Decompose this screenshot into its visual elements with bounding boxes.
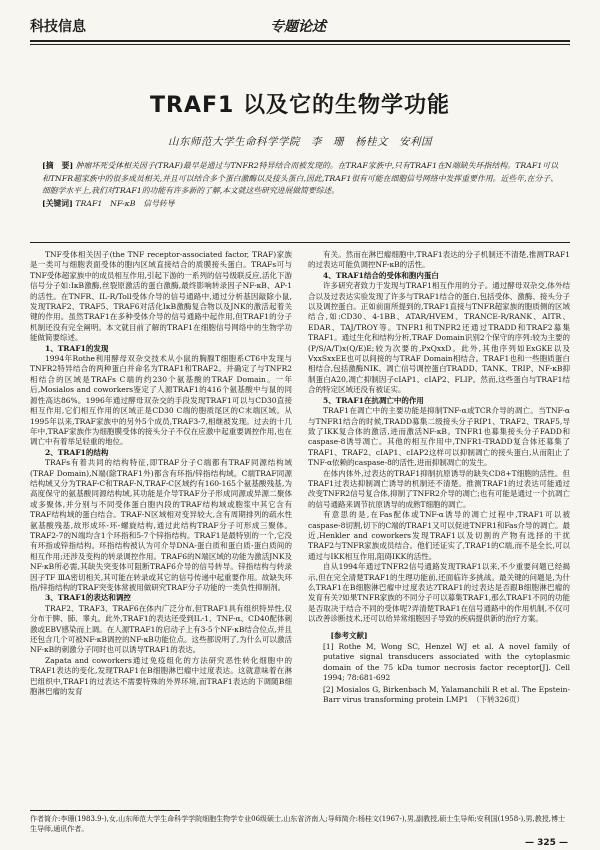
section-heading: 2、TRAF1的结构 [45,447,109,457]
body-paragraph: 有关。然而在淋巴瘤细胞中,TRAF1表达的分子机制还不清楚,推测TRAF1的过表达可能负调控NF-κB的活性。 [308,250,570,270]
header-rule-thin [30,44,570,45]
left-column [30,250,292,810]
body-paragraph: 在体内体外,过表达的TRAF1抑制抗原诱导的缺失CD8+T细胞的活性。但TRAF1过表达抑制凋亡诱导的机制还不清楚。推测TRAF1的过表达可能通过改变TNFR2信号复合体,抑制了TNFR2介导的凋亡;也有可能是通过一个抗凋亡的信号通路来调节抗原诱导的成熟T细胞的凋亡。 [308,468,570,509]
author-line: 山东师范大学生命科学学院 李 珊 杨桂文 安利国 [168,136,432,148]
author-footnote: 作者简介:李珊(1983.9-),女,山东师范大学生命科学学院细胞生物学专业06级硕士,山东省济南人;导师简介:杨桂文(1967-),男,副教授,硕士生导师;安利国(1958-),男,教授,博士生导师,通讯作者。 [30,815,565,833]
body-paragraph: 1994年Rothe利用酵母双杂交技术从小鼠的胸腺T细胞系CT6中发现与TNFR2特异结合的两种蛋白并命名为TRAF1和TRAF2。并确定了与TNFR2相结合的区域是TRAFs C端的约230个氨基酸的TRAF Domain。一年后,Mosialos and coworkers鉴定了人源TRAF1的416个氨基酸中与鼠的同源性高达86%。1996年通过酵母双杂交的手段发现TRAF1可以与CD30直接相互作用,它们相互作用的区域正是CD30 C端的胞质尾区的C末端区域。从1995年以来,TRAF家族中的另外5个成员,TRAF3-7,相继被发现。过去的十几年中,TRAF家族作为细胞膜受体的接头分子不仅在应激中起重要调控作用,也在调亡中有着举足轻重的地位。 [30,354,292,447]
body-paragraph: TNF受体相关因子(the TNF receptor-associated factor, TRAF)家族是一类可与细胞表面受体的胞内区域直接结合的质膜接头蛋白。TRAFs可与TNF受体超家族中的成员相互作用,引起下游的一系列的信号级联反应,活化下游信号分子如:IκB激酶,丝裂原激活的蛋白激酶,最终影响转录因子NF-κB、AP-1的活性。在TNFR、IL-R/Toll受体介导的信号通路中,通过分析基因敲除小鼠,发现TRAF2、TRAF5、TRAF6对活化IκB激酶复合物以及JNK的激活起着关键的作用。虽然TRAF1在多种受体介导的信号通路中起作用,但TRAF1的分子机制还没有完全阐明。本文就目前了解的TRAF1在细胞信号网络中的生物学功能做简要综述。 [30,250,292,343]
running-header [30,10,570,40]
column-name: 专题论述 [270,19,326,35]
abstract-rule [30,242,570,243]
references-title: [参考文献] [330,630,368,640]
footnote-rule [30,810,180,811]
keywords-label: [关键词] [42,198,73,208]
journal-name: 科技信息 [30,19,86,35]
reference-item: [1] Rothe M, Wong SC, Henzel WJ et al. A novel family of putative signal transducers associated with the cytoplasmic domain of the 75 kDa tumor necrosis factor receptor[J]. Cell 1994; 78:681-692 [323,642,570,683]
keywords-text: TRAF1 NF-κB 信号转导 [75,198,175,208]
body-paragraph: 自从1994年通过TNFR2信号通路发现TRAF1以来,不少重要问题已经揭示,但在完全清楚TRAF1的生理功能前,还面临许多挑战。最关键的问题是,为什么TRAF1在B细胞淋巴瘤中过度表达?TRAF1的过表达是否跟B细胞淋巴瘤的发育有关?如果TNFR家族的不同分子可以募集TRAF1,那么TRAF1不同的功能是否取决于结合不同的受体呢?弄清楚TRAF1在信号通路中的作用机制,不仅可以改善诊断技术,还可以给异常细胞因子导致的疾病提供新的治疗方案。 [308,562,570,624]
right-column [308,250,570,810]
section-heading: 1、TRAF1的发现 [45,343,109,353]
article-title: TRAF1 以及它的生物学功能 [150,93,450,118]
abstract-label: [摘 要] [42,161,74,170]
page-number: — 325 — [524,838,568,848]
header-rule-thick [30,40,570,42]
abstract-text: 肿瘤坏死受体相关因子(TRAF)最早是通过与TNFR2特异结合而被发现的。在TRAF家族中,只有TRAF1在N端缺失环指结构。TRAF1可以和TNFR超家族中的很多成员相关,并且可以结合多个蛋白激酶以及接头蛋白,因此,TRAF1很有可能在细胞信号网络中发挥重要作用。近些年,在分子、细胞学水平上,我们对TRAF1的功能有许多新的了解,本文就这些研究进展做简要综述。 [42,161,558,195]
body-paragraph: TRAF2、TRAF3、TRAF6在体内广泛分布,但TRAF1具有组织特异性,仅分布于脾、肺、睾丸。此外,TRAF1的表达还受到IL-1、TNF-α、CD40配体刺激或EBV感染而上调。在人源TRAF1的启动子上有3-5个NF-κB结合位点,并且还包含几个可被NF-κB调控的NF-κB功能位点。这些都说明了,为什么可以激活NF-κB的刺激分子同时也可以诱导TRAF1的表达。 [30,603,292,655]
body-paragraph: 许多研究者致力于发现与TRAF1相互作用的分子。通过酵母双杂交,体外结合以及过表达实验发现了许多与TRAF1结合的蛋白,包括受体、激酶、接头分子以及调控蛋白。正如前面所提到的,TRAF1直接与TNFR超家族的胞质侧的区域结合,如:CD30、4-1BB、ATAR/HVEM、TRANCE-R/RANK、AITR、EDAR、TAJ/TROY等。TNFR1和TNFR2还通过TRADD和TRAF2募集TRAF1。通过生化和结构分析,TRAF Domain识别2个保守的序列:较为主要的(P/S/A/T)x(Q/E)E;较为次要的,PxQxxD。此外,其他序列如ExGKE以及VxxSxxEE也可以间接的与TRAF Domain相结合。TRAF1也和一些胞质蛋白相结合,包括激酶NIK、凋亡信号调控蛋白TRADD、TANK、TRIP、NF-κB抑制蛋白A20,凋亡抑制因子cIAP1、cIAP2、FLIP。然而,这些蛋白与TRAF1结合的特定区域还没有被证实。 [308,281,570,395]
right-column-body [308,250,570,625]
section-heading: 5、TRAF1在抗凋亡中的作用 [323,395,424,405]
body-paragraph: TRAFs有着共同的结构特征,即TRAF分子C端都有TRAF同源结构域(TRAF Domain),N端(除TRAF1外)都含有环指/锌指结构域。C端TRAF同源结构域又分为TRAF-C和TRAF-N,TRAF-C区域约有160-165个氨基酸残基,为高度保守的氨基酸同源结构域,其功能是介导TRAF分子形成同源或异源二聚体或多聚体,并分别与不同受体蛋白胞内段的TRAF结构域或胞浆中其它含有TRAF结构域的蛋白结合。TRAF-N区域相对变异较大,含有周期排列的疏水性氨基酸残基,故形成环-环-螺旋结构,通过此结构TRAF分子可形成三聚体。TRAF2-7的N端均含1个环指和5-7个锌指结构。TRAF1是最特别的一个,它没有环指或锌指结构。环指结构被认为可介导DNA-蛋白质和蛋白质-蛋白质间的相互作用;还涉及变构的转录调控作用。TRAF6的N端区域的功能为激活JNK及NF-κB所必需,其缺失突变体可阻断TRAF6介导的信号转导。锌指结构与转录因子TF ⅢA密切相关,其可能在转录或其它的信号传递中起重要作用。故缺失环指/锌指结构的TRAF突变体常被用做研究TRAF分子功能的一类负性抑制剂。 [30,458,292,592]
body-paragraph: 有意思的是,在Fas配体或TNF-α诱导的凋亡过程中,TRAF1可以被caspase-8切割,切下的C端的TRAF1又可以促进TNFR1和Fas介导的凋亡。最近,Henkler and coworkers发现TRAF1以及切割的产物有选择的干扰TRAF2与TNFR家族成员结合。他们还证实了,TRAF1的C端,而不是全长,可以通过与IKK相互作用,阻碍IKK的活性。 [308,510,570,561]
section-heading: 4、TRAF1结合的受体和胞内蛋白 [323,270,439,280]
section-heading: 3、TRAF1的表达和调控 [45,593,131,603]
abstract [42,160,558,240]
reference-item: [2] Mosialos G, Birkenbach M, Yalamanchili R et al. The Epstein-Barr virus transforming protein LMP1 （下转326页） [323,684,570,705]
body-paragraph: TRAF1在凋亡中的主要功能是抑制TNF-α或TCR介导的凋亡。当TNF-α与TNFR1结合的时候,TRADD募集二级接头分子RIP1、TRAF2、TRAF5,导致了IKK复合体的激活,进而激活NF-κB。TNFR1也募集接头分子FADD和caspase-8诱导凋亡。其他的相互作用中,TNFR1-TRADD复合体还募集了TRAF1、TRAF2、cIAP1、cIAP2这样可以抑制凋亡的接头蛋白,从而阻止了TNF-α依赖的caspase-8的活性,进而抑制凋亡的发生。 [308,406,570,468]
body-paragraph: Zapata and coworkers通过免疫组化的方法研究恶性转化细胞中的TRAF1表达的变化,发现TRAF1在B细胞淋巴瘤中过度表达。这就意味着在淋巴组织中,TRAF1的过表达不需要特殊的外界环境,而TRAF1表达的下调随B细胞淋巴瘤的发育 [30,655,292,697]
